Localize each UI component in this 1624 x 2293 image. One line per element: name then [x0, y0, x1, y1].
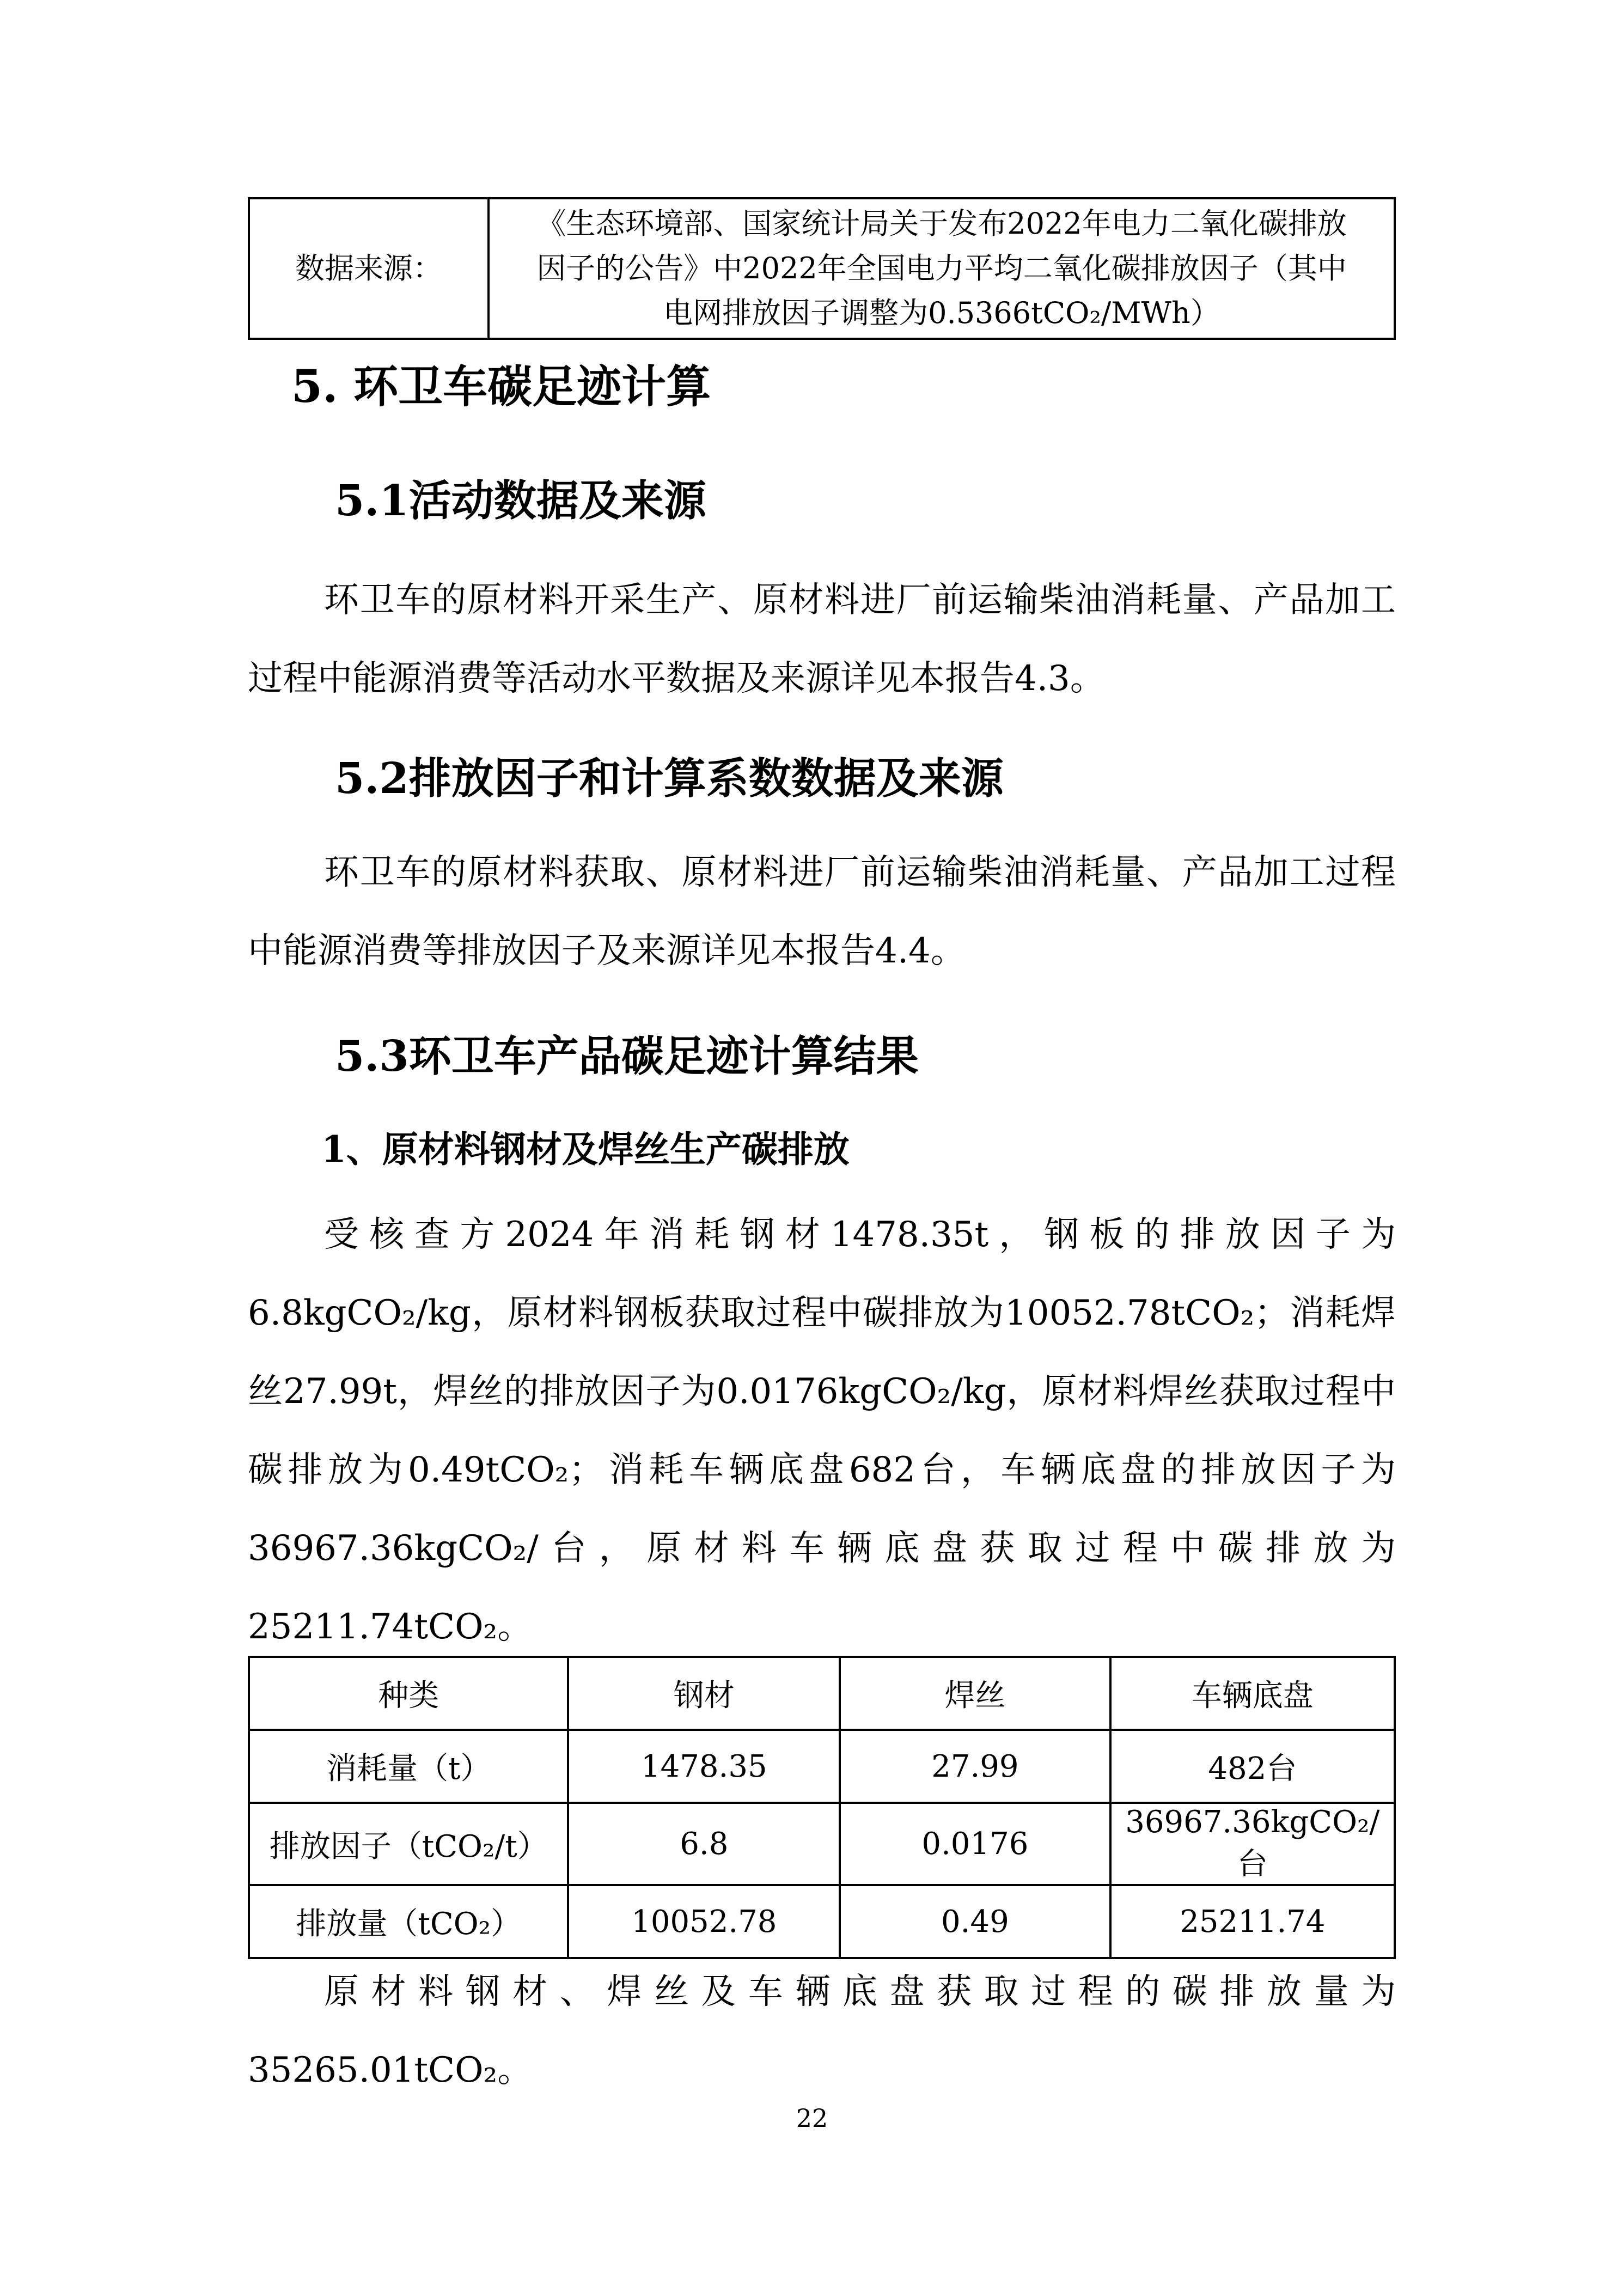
table-cell: 10052.78	[568, 1885, 840, 1958]
table-row	[249, 1803, 1395, 1885]
table-cell: 482台	[1110, 1730, 1395, 1803]
table-cell: 0.0176	[840, 1803, 1110, 1885]
table-cell: 排放量（tCO₂）	[249, 1885, 568, 1958]
data-source-line: 因子的公告》中2022年全国电力平均二氧化碳排放因子（其中	[536, 251, 1347, 285]
table-cell: 1478.35	[568, 1730, 840, 1803]
data-source-label: 数据来源：	[249, 198, 489, 339]
table-cell: 25211.74	[1110, 1885, 1395, 1958]
table-header-cell: 车辆底盘	[1110, 1657, 1395, 1730]
section-5-heading: 5. 环卫车碳足迹计算	[291, 361, 711, 413]
data-source-line: 电网排放因子调整为0.5366tCO₂/MWh）	[663, 296, 1220, 330]
table-cell: 排放因子（tCO₂/t）	[249, 1803, 568, 1885]
table-cell: 36967.36kgCO₂/台	[1110, 1803, 1395, 1885]
section-5-3-heading: 5.3环卫车产品碳足迹计算结果	[335, 1032, 919, 1081]
emissions-table	[248, 1656, 1396, 1959]
data-source-text	[489, 198, 1395, 339]
table-row	[249, 1730, 1395, 1803]
subsection-1-heading: 1、原材料钢材及焊丝生产碳排放	[321, 1128, 850, 1170]
section-5-1-heading: 5.1活动数据及来源	[335, 476, 706, 526]
data-source-line: 《生态环境部、国家统计局关于发布2022年电力二氧化碳排放	[536, 206, 1347, 241]
section-5-2-paragraph: 环卫车的原材料获取、原材料进厂前运输柴油消耗量、产品加工过程中能源消费等排放因子及来源详见本报告4.4。	[248, 852, 1396, 971]
table-header-row	[249, 1657, 1395, 1730]
table-cell: 27.99	[840, 1730, 1110, 1803]
table-header-cell: 焊丝	[840, 1657, 1110, 1730]
data-source-table	[248, 197, 1396, 340]
section-5-1-paragraph: 环卫车的原材料开采生产、原材料进厂前运输柴油消耗量、产品加工过程中能源消费等活动水平数据及来源详见本报告4.3。	[248, 580, 1396, 699]
table-row	[249, 198, 1395, 339]
table-header-cell: 钢材	[568, 1657, 840, 1730]
table-row	[249, 1885, 1395, 1958]
table-header-cell: 种类	[249, 1657, 568, 1730]
section-5-2-heading: 5.2排放因子和计算系数数据及来源	[335, 754, 1004, 803]
page-number: 22	[796, 2103, 828, 2133]
table-cell: 0.49	[840, 1885, 1110, 1958]
conclusion-paragraph: 原材料钢材、焊丝及车辆底盘获取过程的碳排放量为35265.01tCO₂。	[248, 1972, 1396, 2090]
section-5-3-paragraph: 受核查方2024年消耗钢材1478.35t，钢板的排放因子为6.8kgCO₂/kg，原材料钢板获取过程中碳排放为10052.78tCO₂；消耗焊丝27.99t，焊丝的排放因子为0.0176kgCO₂/kg，原材料焊丝获取过程中碳排放为0.49tCO₂；消耗车辆底盘682台，车辆底盘的排放因子为36967.36kgCO₂/台，原材料车辆底盘获取过程中碳排放为25211.74tCO₂。	[248, 1215, 1396, 1647]
table-cell: 6.8	[568, 1803, 840, 1885]
table-cell: 消耗量（t）	[249, 1730, 568, 1803]
